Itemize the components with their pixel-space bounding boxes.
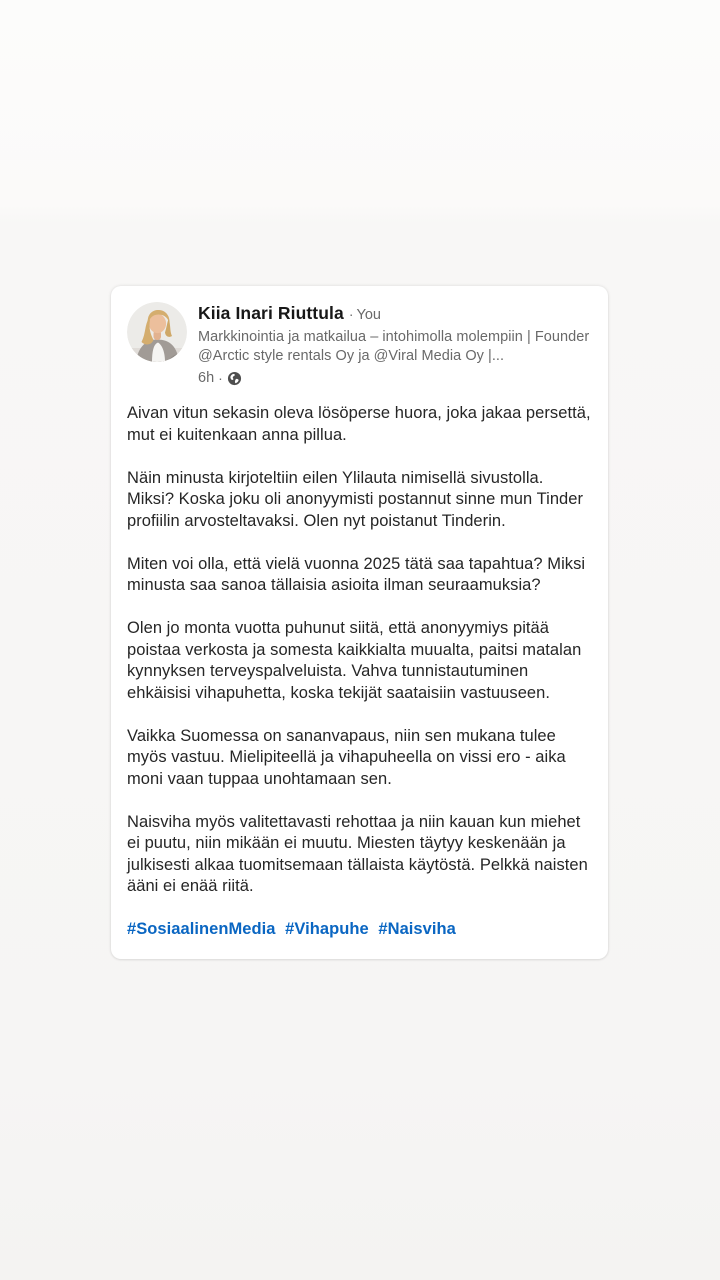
post-paragraph: Aivan vitun sekasin oleva lösöperse huora, joka jakaa persettä, mut ei kuitenkaan anna pillua. [127,404,591,444]
avatar[interactable] [127,302,187,362]
time-visibility-separator: · [218,370,223,386]
hashtag-link[interactable]: #SosiaalinenMedia [127,920,276,938]
post-header-text [198,302,592,387]
post-paragraph: Olen jo monta vuotta puhunut siitä, että anonyymiys pitää poistaa verkosta ja somesta kaikkialta muualta, paitsi matalan kynnyksen terveyspalveluista. Vahva tunnistautuminen ehkäisisi vihapuhetta, koska tekijät saataisiin vastuuseen. [127,619,582,702]
post-body-text [127,403,592,941]
author-headline: Markkinointia ja matkailua – intohimolla molempiin | Founder @Arctic style rentals Oy ja @Viral Media Oy |... [198,329,590,364]
author-you-label: You [356,307,381,323]
post-paragraph: Vaikka Suomessa on sananvapaus, niin sen mukana tulee myös vastuu. Mielipiteellä ja vihapuheella on vissi ero - aika moni vaan tuppaa unohtamaan sen. [127,726,566,788]
post-header [127,302,592,387]
linkedin-post-card [111,286,608,959]
globe-icon [227,371,242,386]
post-hashtags [127,919,592,941]
hashtag-link[interactable]: #Naisviha [378,920,456,938]
post-timestamp: 6h [198,370,215,386]
hashtag-link[interactable]: #Vihapuhe [285,920,369,938]
post-meta-row [198,369,592,387]
name-you-separator: · [348,306,354,322]
post-paragraph: Näin minusta kirjoteltiin eilen Ylilauta nimisellä sivustolla. Miksi? Koska joku oli anonyymisti postannut sinne mun Tinder profiilin arvosteltavaksi. Olen nyt poistanut Tinderin. [127,468,584,530]
post-paragraph: Naisviha myös valitettavasti rehottaa ja niin kauan kun miehet ei puutu, niin mikään ei muutu. Miesten täytyy keskenään ja julkisesti alkaa tuomitsemaan tällaista käytöstä. Pelkkä naisten ääni ei enää riitä. [127,812,588,895]
author-name[interactable]: Kiia Inari Riuttula [198,303,344,323]
post-paragraph: Miten voi olla, että vielä vuonna 2025 tätä saa tapahtua? Miksi minusta saa sanoa tällaisia asioita ilman seuraamuksia? [127,554,586,594]
woman-portrait-avatar [127,302,187,362]
author-name-row [198,303,592,326]
